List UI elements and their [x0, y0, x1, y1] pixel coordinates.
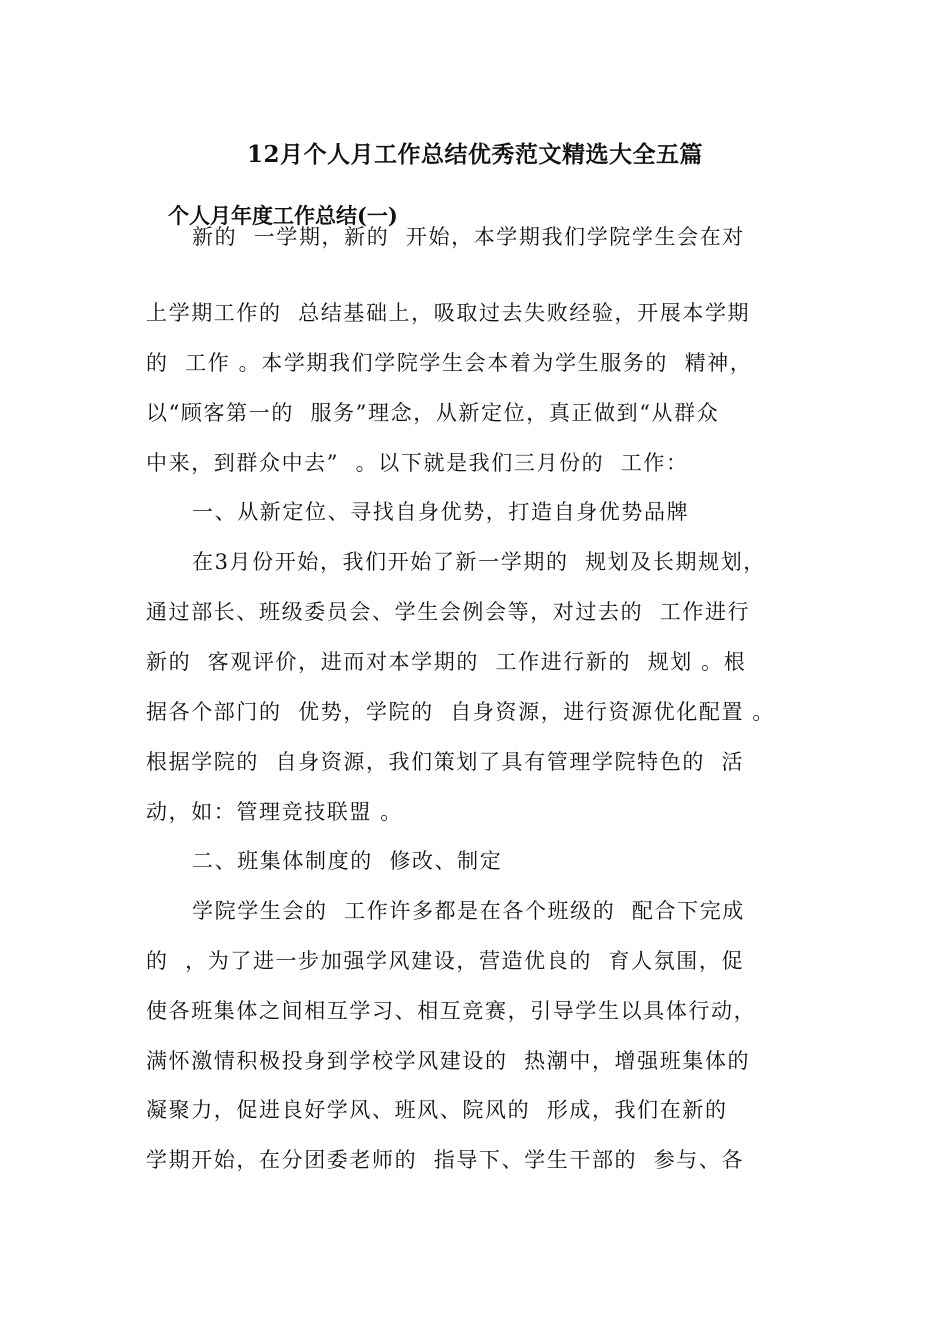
- paragraph-line: 动，如：管理竞技联盟 。: [146, 800, 403, 824]
- paragraph-line: 在3月份开始，我们开始了新一学期的 规划及长期规划，: [192, 550, 766, 574]
- paragraph-line: 满怀激情积极投身到学校学风建设的 热潮中，增强班集体的: [146, 1049, 751, 1073]
- paragraph-line: 学院学生会的 工作许多都是在各个班级的 配合下完成: [192, 899, 745, 923]
- paragraph-line: 上学期工作的 总结基础上，吸取过去失败经验，开展本学期: [146, 301, 751, 325]
- section-heading-2: 二、班集体制度的 修改、制定: [192, 849, 503, 873]
- paragraph-line: 中来，到群众中去” 。以下就是我们三月份的 工作：: [146, 451, 689, 475]
- paragraph-line: 学期开始，在分团委老师的 指导下、学生干部的 参与、各: [146, 1148, 745, 1172]
- paragraph-line: 凝聚力，促进良好学风、班风、院风的 形成，我们在新的: [146, 1098, 728, 1122]
- section-heading: 个人月年度工作总结(一): [168, 203, 398, 228]
- paragraph-line: 根据学院的 自身资源，我们策划了具有管理学院特色的 活: [146, 750, 745, 774]
- paragraph-line: 以“顾客第一的 服务”理念，从新定位，真正做到“从群众: [146, 401, 720, 425]
- section-heading-1: 一、从新定位、寻找自身优势，打造自身优势品牌: [192, 500, 690, 524]
- document-title: 12月个人月工作总结优秀范文精选大全五篇: [246, 141, 703, 168]
- paragraph-line: 的 工作 。本学期我们学院学生会本着为学生服务的 精神，: [146, 351, 753, 375]
- paragraph-line: 新的 客观评价，进而对本学期的 工作进行新的 规划 。根: [146, 650, 747, 674]
- paragraph-line: 新的 一学期，新的 开始，本学期我们学院学生会在对: [192, 225, 745, 249]
- paragraph-line: 据各个部门的 优势，学院的 自身资源，进行资源优化配置 。: [146, 700, 775, 724]
- paragraph-line: 的 ，为了进一步加强学风建设，营造优良的 育人氛围，促: [146, 949, 745, 973]
- paragraph-line: 通过部长、班级委员会、学生会例会等，对过去的 工作进行: [146, 600, 751, 624]
- paragraph-line: 使各班集体之间相互学习、相互竞赛，引导学生以具体行动，: [146, 999, 757, 1023]
